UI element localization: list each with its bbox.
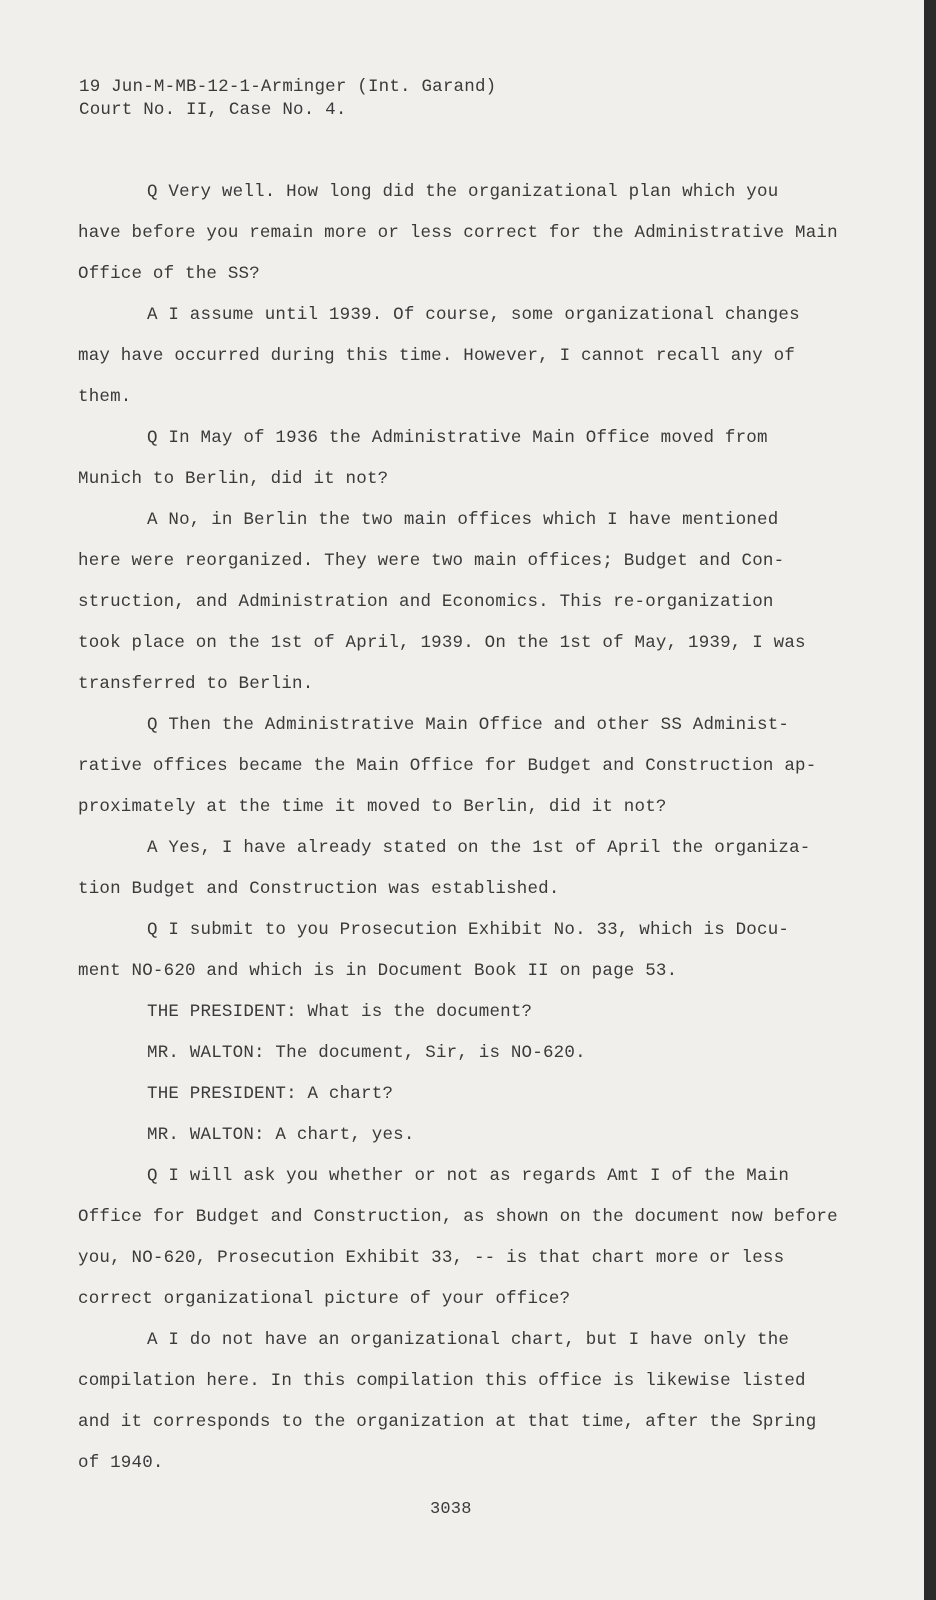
transcript-line: A Yes, I have already stated on the 1st of April the organiza-	[147, 838, 811, 858]
transcript-line: you, NO-620, Prosecution Exhibit 33, -- is that chart more or less	[78, 1248, 785, 1268]
transcript-line: Munich to Berlin, did it not?	[78, 469, 389, 489]
transcript-line: rative offices became the Main Office for Budget and Construction ap-	[78, 756, 817, 776]
transcript-line: Office for Budget and Construction, as shown on the document now before	[78, 1207, 838, 1227]
transcript-line: A I do not have an organizational chart, but I have only the	[147, 1330, 790, 1350]
page-number: 3038	[430, 1500, 472, 1519]
transcript-line: here were reorganized. They were two main offices; Budget and Con-	[78, 551, 785, 571]
transcript-body	[78, 172, 838, 1484]
transcript-line: A I assume until 1939. Of course, some organizational changes	[147, 305, 800, 325]
transcript-line: A No, in Berlin the two main offices which I have mentioned	[147, 510, 779, 530]
header-session-line: 19 Jun-M-MB-12-1-Arminger (Int. Garand)	[79, 77, 497, 97]
transcript-line: may have occurred during this time. However, I cannot recall any of	[78, 346, 796, 366]
transcript-line: tion Budget and Construction was established.	[78, 879, 560, 899]
transcript-line: and it corresponds to the organization at that time, after the Spring	[78, 1412, 817, 1432]
transcript-line: Q Very well. How long did the organizational plan which you	[147, 182, 779, 202]
transcript-line: MR. WALTON: The document, Sir, is NO-620.	[147, 1043, 586, 1063]
transcript-line: MR. WALTON: A chart, yes.	[147, 1125, 415, 1145]
transcript-line: Q Then the Administrative Main Office and other SS Administ-	[147, 715, 790, 735]
transcript-line: ment NO-620 and which is in Document Book II on page 53.	[78, 961, 678, 981]
transcript-line: Q I will ask you whether or not as regards Amt I of the Main	[147, 1166, 790, 1186]
header-court-line: Court No. II, Case No. 4.	[79, 100, 347, 120]
transcript-line: Q In May of 1936 the Administrative Main Office moved from	[147, 428, 768, 448]
transcript-line: Q I submit to you Prosecution Exhibit No. 33, which is Docu-	[147, 920, 790, 940]
transcript-line: transferred to Berlin.	[78, 674, 314, 694]
transcript-line: correct organizational picture of your office?	[78, 1289, 571, 1309]
transcript-line: THE PRESIDENT: A chart?	[147, 1084, 394, 1104]
transcript-line: them.	[78, 387, 132, 407]
document-header	[79, 76, 496, 122]
transcript-line: of 1940.	[78, 1453, 164, 1473]
transcript-line: proximately at the time it moved to Berlin, did it not?	[78, 797, 667, 817]
transcript-line: compilation here. In this compilation this office is likewise listed	[78, 1371, 806, 1391]
transcript-line: have before you remain more or less correct for the Administrative Main	[78, 223, 838, 243]
transcript-line: struction, and Administration and Economics. This re-organization	[78, 592, 774, 612]
transcript-line: took place on the 1st of April, 1939. On the 1st of May, 1939, I was	[78, 633, 806, 653]
transcript-line: Office of the SS?	[78, 264, 260, 284]
transcript-line: THE PRESIDENT: What is the document?	[147, 1002, 533, 1022]
